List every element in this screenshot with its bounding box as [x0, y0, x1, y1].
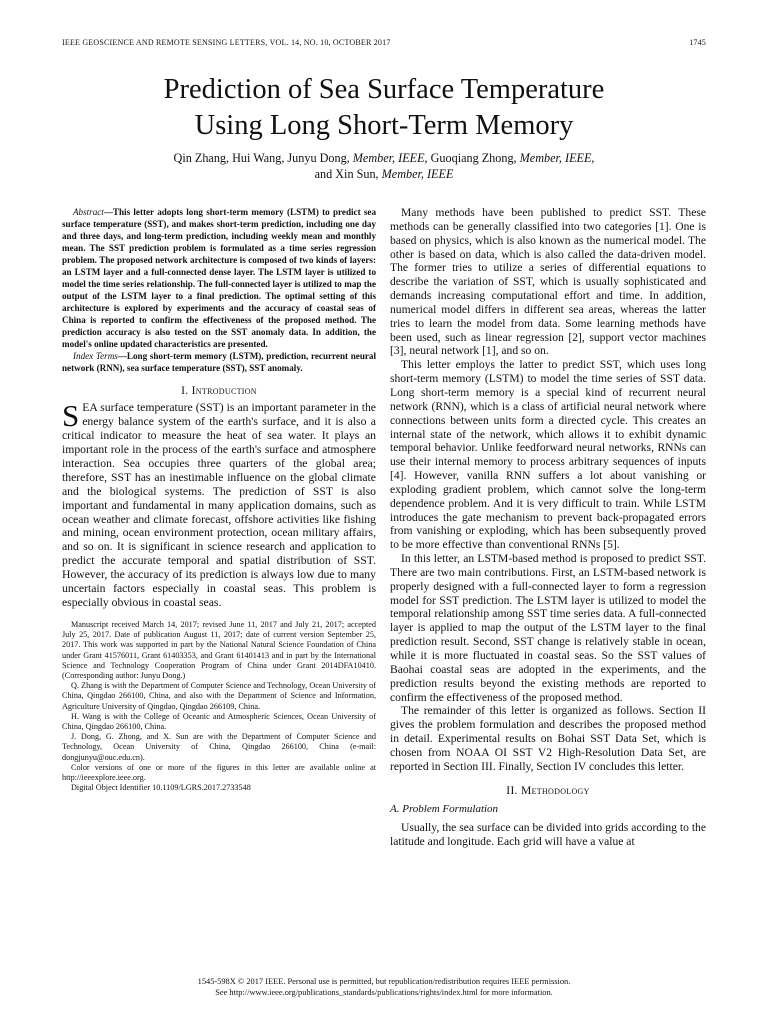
authors-line-2 [60, 166, 708, 182]
paper-title [0, 72, 768, 144]
body-paragraph: In this letter, an LSTM-based method is proposed to predict SST. There are two main contributions. First, an LSTM-based network is properly designed with a full-connected layer to form a regression model for SST prediction. The LSTM layer is utilized to model the temporal relationship among SST time series data. A full-connected layer is applied to map the output of the LSTM layer to the final prediction result. Second, SST change is relatively stable in ocean, while it is more fluctuated in coastal seas. So the SST values of Baohai coastal seas are adopted in the experiments, and the prediction results beyond the existing methods are reported to confirm the effectiveness of the proposed method. [390, 552, 706, 704]
body-paragraph: This letter employs the latter to predict SST, which uses long short-term memory (LSTM) to model the time series of SST data. Long short-term memory is a special kind of recurrent neural network (RNN), which is a class of artificial neural network where connections between units form a directed cycle. This creates an internal state of the network, which allows it to exhibit dynamic temporal behavior. Unlike feedforward neural networks, RNNs can use their internal memory to process arbitrary sequences of inputs [4]. However, vanilla RNN suffers a lot about vanishing or exploding gradient problem, which cannot solve the long-term dependence problem. And it is very difficult to train. While LSTM introduces the gate mechanism to prevent back-propagated errors from vanishing or exploding, which has been subsequently proved to be more effective than conventional RNNs [5]. [390, 358, 706, 552]
author-role: Member, IEEE [519, 151, 592, 165]
body-paragraph: Many methods have been published to predict SST. These methods can be generally classified into two categories [1]. One is based on physics, which is also known as the numerical model. The other is based on data, which is also called the data-driven model. The former tries to utilize a series of differential equations to describe the variation of SST, which is usually sophisticated and demands increasing computational effort and time. In addition, numerical model differs in different sea areas, whereas the latter tries to learn the model from data. Some learning methods have been used, such as linear regression [2], support vector machines [3], neural network [1], and so on. [390, 206, 706, 358]
author-role: Member, IEEE [352, 151, 425, 165]
author-names: and Xin Sun, [314, 167, 382, 181]
introduction-text: EA surface temperature (SST) is an important parameter in the energy balance system of the earth's surface, and it is also a critical indicator to measure the heat of sea water. It plays an important role in the process of the earth's surface and atmosphere interaction. Sea occupies three quarters of the global area; therefore, SST has an inestimable influence on the global climate and the biological systems. The prediction of SST is also important and fundamental in many application domains, such as ocean weather and climate forecast, offshore activities like fishing and mining, ocean environment protection, ocean military affairs, and so on. It is significant in science research and application to predict the accurate temporal and spatial distribution of SST. However, the accuracy of its prediction is always low due to many uncertain factors especially in coastal seas. This problem is especially obvious in coastal seas. [62, 401, 376, 609]
footnote-affiliation: Q. Zhang is with the Department of Computer Science and Technology, Ocean University of China, Qingdao 266100, China, and also with the Department of Science and Information, Agriculture University of Qingdao, Qingdao 266109, China. [62, 681, 376, 711]
title-line-1: Prediction of Sea Surface Temperature [163, 74, 605, 105]
subsection-heading: A. Problem Formulation [390, 803, 499, 816]
section-heading-introduction: I. Introduction [181, 384, 257, 397]
index-terms-dash: — [117, 351, 127, 361]
abstract-dash: — [103, 207, 113, 217]
right-column [390, 206, 706, 849]
title-line-2: Using Long Short-Term Memory [194, 110, 574, 141]
authors-line-1 [60, 150, 708, 166]
author-names: Qin Zhang, Hui Wang, Junyu Dong, [173, 151, 353, 165]
footnotes [62, 620, 376, 793]
section-heading-methodology: II. Methodology [506, 783, 590, 797]
page-number: 1745 [689, 38, 706, 47]
abstract-label: Abstract [73, 207, 104, 217]
author-names: , Guoqiang Zhong, [424, 151, 520, 165]
author-separator: , [591, 151, 595, 165]
running-header [62, 38, 706, 47]
abstract-text: This letter adopts long short-term memory (LSTM) to predict sea surface temperature (SST), and makes short-term prediction, including one day and three days, and long-term prediction, including weekly mean and monthly mean. The SST prediction problem is formulated as a time series regression problem. The proposed network architecture is composed of two kinds of layers: an LSTM layer and a full-connected dense layer. The LSTM layer is utilized to model the time series relationship. The full-connected layer is utilized to map the output of the LSTM layer to a final prediction. The optimal setting of this architecture is explored by experiments and the accuracy of coastal seas of China is reported to confirm the effectiveness of the proposed method. The prediction accuracy is also tested on the SST anomaly data. In addition, the model's online updated characteristics are presented. [62, 207, 376, 349]
drop-cap: S [62, 398, 80, 434]
left-column [62, 206, 376, 793]
introduction-paragraph [62, 398, 376, 610]
copyright-line: 1545-598X © 2017 IEEE. Personal use is permitted, but republication/redistribution requires IEEE permission. [197, 977, 571, 986]
copyright-footer [0, 976, 768, 998]
author-list [60, 150, 708, 182]
footnote-doi: Digital Object Identifier 10.1109/LGRS.2017.2733548 [71, 783, 251, 793]
author-role: Member, IEEE [381, 167, 454, 181]
index-terms-text: Long short-term memory (LSTM), prediction, recurrent neural network (RNN), sea surface temperature (SST), SST anomaly. [62, 351, 377, 373]
footnote-color-versions: Color versions of one or more of the figures in this letter are available online at http://ieeexplore.ieee.org. [62, 762, 376, 782]
footnote-affiliation: H. Wang is with the College of Oceanic and Atmospheric Sciences, Ocean University of China, Qingdao 266100, China. [62, 711, 376, 731]
body-paragraph: The remainder of this letter is organized as follows. Section II gives the problem formulation and describes the proposed method in detail. Experimental results on Bohai SST Data Set, which is chosen from NOAA OI SST V2 High-Resolution Data Set, are reported in Section III. Finally, Section IV concludes this letter. [390, 704, 706, 773]
permissions-line: See http://www.ieee.org/publications_standards/publications/rights/index.html for more information. [215, 988, 553, 997]
abstract [62, 206, 376, 350]
footnote-affiliation: J. Dong, G. Zhong, and X. Sun are with the Department of Computer Science and Technology, Ocean University of China, Qingdao 266100, China (e-mail: dongjunyu@ouc.edu.cn). [62, 732, 376, 762]
index-terms-label: Index Terms [73, 351, 118, 361]
body-paragraph: Usually, the sea surface can be divided into grids according to the latitude and longitude. Each grid will have a value at [390, 821, 706, 849]
index-terms [62, 350, 376, 374]
journal-name: IEEE GEOSCIENCE AND REMOTE SENSING LETTERS, VOL. 14, NO. 10, OCTOBER 2017 [62, 38, 391, 47]
footnote-manuscript: Manuscript received March 14, 2017; revised June 11, 2017 and July 21, 2017; accepted July 25, 2017. Date of publication August 11, 2017; date of current version September 25, 2017. This work was supported in part by the National Natural Science Foundation of China under Grant 41576011, Grant 61403353, and Grant 61401413 and in part by the International Science and Technology Cooperation Program of China under Grant 2014DFA10410. (Corresponding author: Junyu Dong.) [62, 619, 376, 680]
